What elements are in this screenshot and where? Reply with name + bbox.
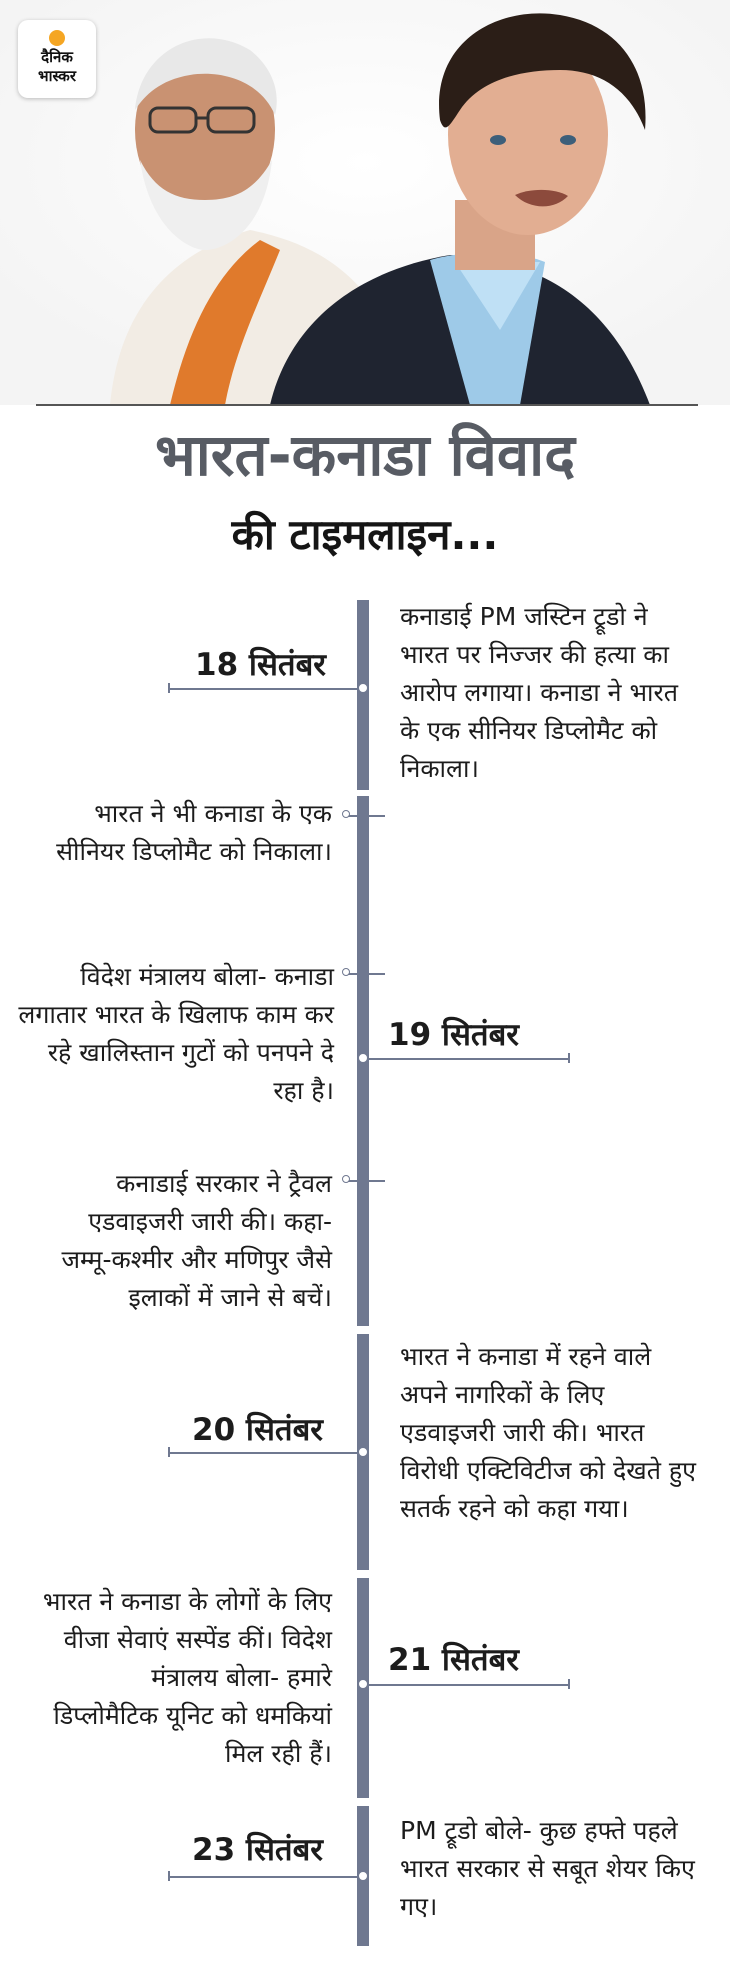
timeline-node-small (342, 1175, 350, 1183)
date-23-sep: 23 सितंबर (192, 1832, 323, 1868)
timeline-node (357, 1870, 369, 1882)
connector-19-sep-3 (345, 1180, 385, 1182)
page-title: भारत-कनाडा विवाद (155, 421, 575, 489)
timeline-node (357, 1052, 369, 1064)
event-18-sep: कनाडाई PM जस्टिन ट्रूडो ने भारत पर निज्जर की हत्या का आरोप लगाया। कनाडा ने भारत के एक सीनियर डिप्लोमैट को निकाला। (400, 602, 678, 783)
connector-19-sep-1 (345, 815, 385, 817)
connector-21-sep (365, 1684, 570, 1686)
event-19-sep-1: भारत ने भी कनाडा के एक सीनियर डिप्लोमैट को निकाला। (56, 799, 332, 866)
event-20-sep: भारत ने कनाडा में रहने वाले अपने नागरिकों के लिए एडवाइजरी जारी की। भारत विरोधी एक्टिविटीज को देखते हुए सतर्क रहने को कहा गया। (400, 1342, 696, 1523)
hero-image (0, 0, 730, 405)
date-18-sep: 18 सितंबर (195, 647, 326, 683)
event-19-sep-3: कनाडाई सरकार ने ट्रैवल एडवाइजरी जारी की। कहा- जम्मू-कश्मीर और मणिपुर जैसे इलाकों में जाने से बचें। (61, 1169, 332, 1312)
date-20-sep: 20 सितंबर (192, 1412, 323, 1448)
connector-end-tick (568, 1053, 570, 1063)
logo-line-1: दैनिक (41, 48, 73, 66)
brand-logo[interactable] (18, 20, 96, 98)
leaders-illustration (0, 0, 730, 405)
connector-end-tick (168, 683, 170, 693)
connector-end-tick (168, 1871, 170, 1881)
connector-20-sep (168, 1452, 361, 1454)
timeline-node-small (342, 968, 350, 976)
timeline-node (357, 682, 369, 694)
timeline-node-small (342, 810, 350, 818)
sun-logo-icon (49, 30, 65, 46)
connector-18-sep (168, 688, 361, 690)
date-19-sep: 19 सितंबर (388, 1017, 519, 1053)
connector-19-sep (365, 1058, 570, 1060)
connector-end-tick (168, 1447, 170, 1457)
connector-23-sep (168, 1876, 361, 1878)
event-21-sep: भारत ने कनाडा के लोगों के लिए वीजा सेवाएं सस्पेंड कीं। विदेश मंत्रालय बोला- हमारे डिप्लोमैटिक यूनिट को धमकियां मिल रही हैं। (42, 1587, 332, 1768)
event-23-sep: PM ट्रूडो बोले- कुछ हफ्ते पहले भारत सरकार से सबूत शेयर किए गए। (400, 1816, 695, 1921)
event-19-sep-2: विदेश मंत्रालय बोला- कनाडा लगातार भारत के खिलाफ काम कर रहे खालिस्तान गुटों को पनपने दे रहा है। (18, 962, 334, 1105)
page-subtitle: की टाइमलाइन... (231, 510, 499, 559)
timeline-node (357, 1446, 369, 1458)
header-divider (36, 404, 698, 406)
logo-line-2: भास्कर (38, 67, 76, 85)
connector-19-sep-2 (345, 973, 385, 975)
connector-end-tick (568, 1679, 570, 1689)
timeline-spine-segment-1 (357, 600, 369, 790)
date-21-sep: 21 सितंबर (388, 1642, 519, 1678)
timeline-node (357, 1678, 369, 1690)
